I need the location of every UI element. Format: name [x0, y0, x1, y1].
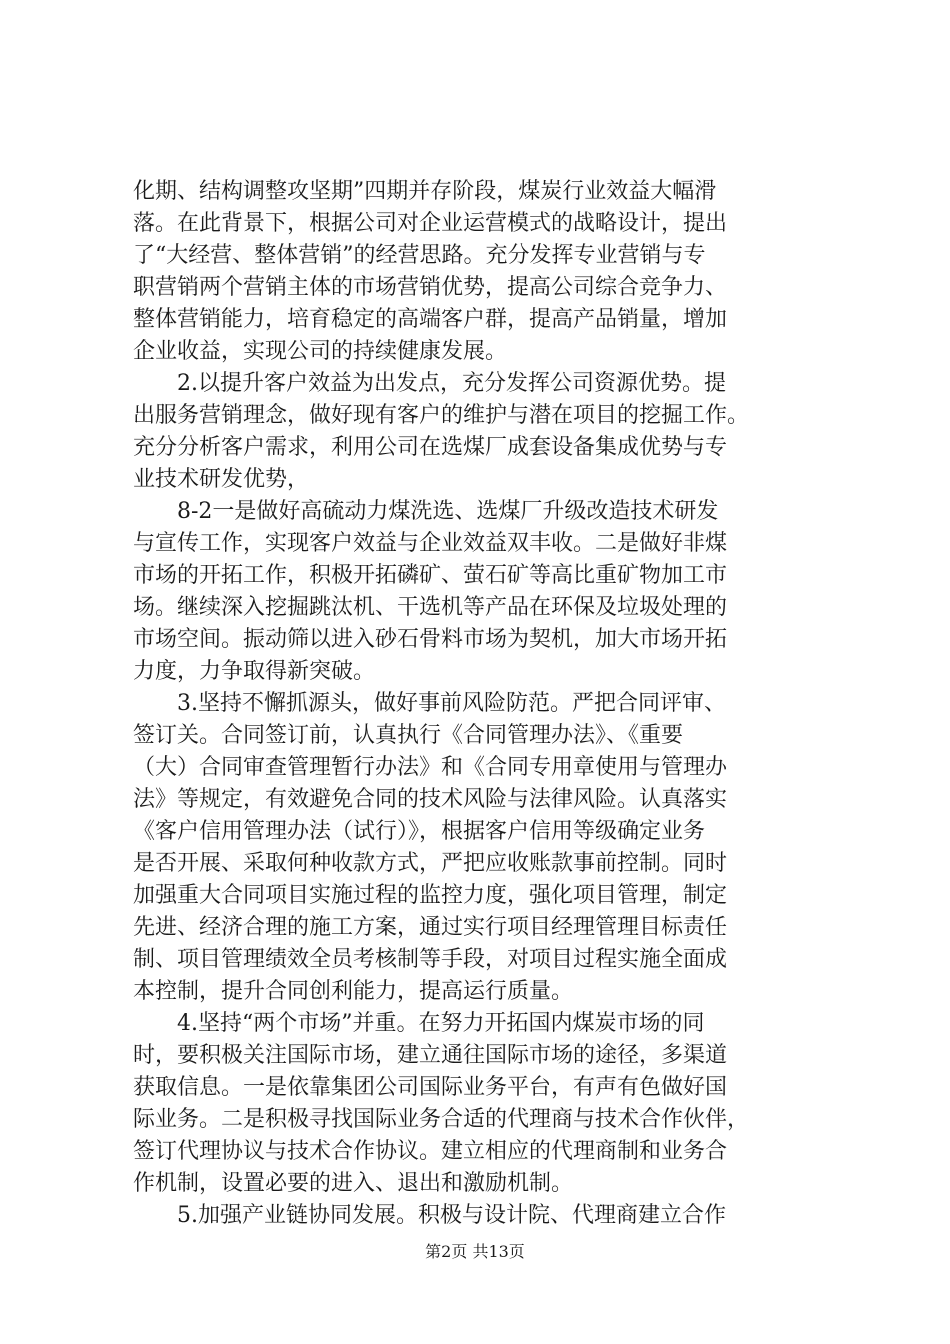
text-line: 化期、结构调整攻坚期”四期并存阶段，煤炭行业效益大幅滑 [133, 179, 717, 204]
text-line: 与宣传工作，实现客户效益与企业效益双丰收。二是做好非煤 [133, 531, 728, 556]
text-line: 法》等规定，有效避免合同的技术风险与法律风险。认真落实 [133, 787, 728, 812]
text-line: 业技术研发优势， [133, 467, 310, 492]
text-line: 企业收益，实现公司的持续健康发展。 [133, 339, 508, 364]
text-line: 市场的开拓工作，积极开拓磷矿、萤石矿等高比重矿物加工市 [133, 563, 728, 588]
text-line: 2.以提升客户效益为出发点，充分发挥公司资源优势。提 [177, 371, 726, 396]
text-line: 场。继续深入挖掘跳汰机、干选机等产品在环保及垃圾处理的 [133, 595, 728, 620]
document-body [133, 176, 833, 1232]
text-line: 际业务。二是积极寻找国际业务合适的代理商与技术合作伙伴， [133, 1107, 750, 1132]
text-line: 作机制，设置必要的进入、退出和激励机制。 [133, 1171, 574, 1196]
text-line: 是否开展、采取何种收款方式，严把应收账款事前控制。同时 [133, 851, 728, 876]
text-line: （大）合同审查管理暂行办法》和《合同专用章使用与管理办 [133, 755, 728, 780]
text-line: 本控制，提升合同创利能力，提高运行质量。 [133, 979, 574, 1004]
page-footer: 第2页 共13页 [425, 1242, 525, 1261]
text-line: 5.加强产业链协同发展。积极与设计院、代理商建立合作 [177, 1203, 726, 1228]
text-line: 《客户信用管理办法（试行）》，根据客户信用等级确定业务 [133, 819, 706, 844]
text-line: 时，要积极关注国际市场，建立通往国际市场的途径，多渠道 [133, 1043, 728, 1068]
text-line: 获取信息。一是依靠集团公司国际业务平台，有声有色做好国 [133, 1075, 728, 1100]
text-line: 落。在此背景下，根据公司对企业运营模式的战略设计，提出 [133, 211, 728, 236]
text-line: 充分分析客户需求，利用公司在选煤厂成套设备集成优势与专 [133, 435, 728, 460]
text-line: 出服务营销理念，做好现有客户的维护与潜在项目的挖掘工作。 [133, 403, 750, 428]
text-line: 签订关。合同签订前，认真执行《合同管理办法》、《重要 [133, 723, 684, 748]
text-line: 市场空间。振动筛以进入砂石骨料市场为契机，加大市场开拓 [133, 627, 728, 652]
text-line: 职营销两个营销主体的市场营销优势，提高公司综合竞争力、 [133, 275, 728, 300]
text-line: 制、项目管理绩效全员考核制等手段，对项目过程实施全面成 [133, 947, 728, 972]
text-line: 4.坚持“两个市场”并重。在努力开拓国内煤炭市场的同 [177, 1011, 705, 1036]
text-line: 力度，力争取得新突破。 [133, 659, 376, 684]
text-line: 3.坚持不懈抓源头，做好事前风险防范。严把合同评审、 [177, 691, 726, 716]
text-line: 加强重大合同项目实施过程的监控力度，强化项目管理，制定 [133, 883, 728, 908]
text-line: 签订代理协议与技术合作协议。建立相应的代理商制和业务合 [133, 1139, 728, 1164]
text-line: 8-2一是做好高硫动力煤洗选、选煤厂升级改造技术研发 [177, 499, 719, 524]
text-line: 先进、经济合理的施工方案，通过实行项目经理管理目标责任 [133, 915, 728, 940]
text-line: 了“大经营、整体营销”的经营思路。充分发挥专业营销与专 [133, 243, 706, 268]
text-line: 整体营销能力，培育稳定的高端客户群，提高产品销量，增加 [133, 307, 728, 332]
